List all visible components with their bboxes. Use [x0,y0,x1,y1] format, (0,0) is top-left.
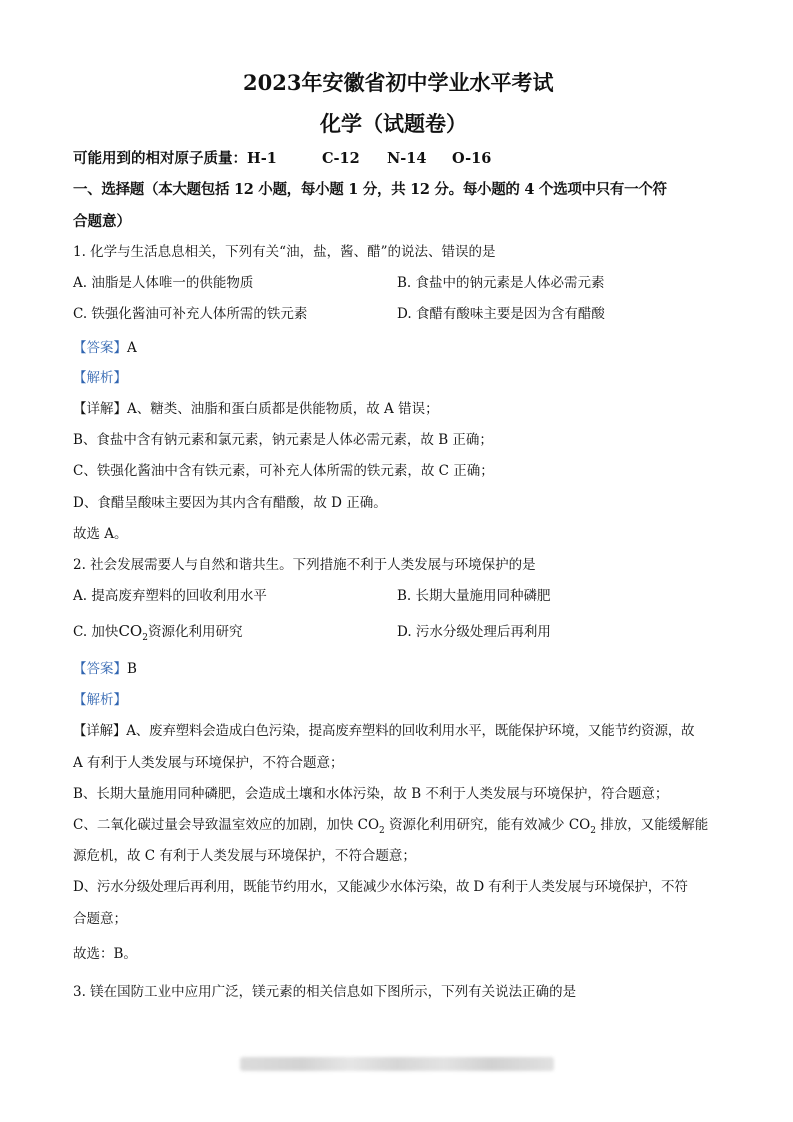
q1-detail-line: C、铁强化酱油中含有铁元素，可补充人体所需的铁元素，故 C 正确； [73,463,494,479]
q2-option-c-formula: CO [118,622,143,640]
q2-detail-line: A 有利于人类发展与环境保护，不符合题意； [73,755,344,771]
q1-detail-line: B、食盐中含有钠元素和氯元素，钠元素是人体必需元素，故 B 正确； [73,432,493,448]
q2-detail-text: 资源化利用研究，能有效减少 CO [384,817,591,833]
q2-answer-value: B [127,661,137,677]
q1-detail-line: 【详解】A、糖类、油脂和蛋白质都是供能物质，故 A 错误； [73,401,439,417]
atomic-mass-label: 可能用到的相对原子质量：H-1 [73,150,277,167]
q2-stem: 2. 社会发展需要人与自然和谐共生。下列措施不利于人类发展与环境保护的是 [73,557,536,573]
q1-option-c: C. 铁强化酱油可补充人体所需的铁元素 [73,306,308,322]
q2-option-a: A. 提高废弃塑料的回收利用水平 [73,588,267,604]
q2-answer [73,663,137,677]
atomic-mass-c: C-12 [322,150,360,167]
q2-option-b: B. 长期大量施用同种磷肥 [397,588,551,604]
q2-detail-line: D、污水分级处理后再利用，既能节约用水，又能减少水体污染，故 D 有利于人类发展与环境保护，不符 [73,879,688,895]
q2-detail-text: 排放，又能缓解能 [595,817,709,833]
q1-detail-line: D、食醋呈酸味主要因为其内含有醋酸，故 D 正确。 [73,495,387,511]
q2-option-c-subscript: 2 [142,633,148,643]
q2-detail-subscript: 2 [379,826,385,836]
q1-answer-tag: 【答案】 [73,340,127,356]
section-header-line2: 合题意） [73,213,131,230]
q2-conclusion: 故选：B。 [73,946,137,962]
q1-option-b: B. 食盐中的钠元素是人体必需元素 [397,275,605,291]
q1-stem: 1. 化学与生活息息相关，下列有关“油，盐，酱、醋”的说法、错误的是 [73,244,496,260]
q2-detail-line: 合题意； [73,911,127,927]
q1-analysis-tag: 【解析】 [73,370,127,386]
blurred-footer-watermark [240,1057,554,1071]
q2-detail-subscript: 2 [590,826,596,836]
q1-conclusion: 故选 A。 [73,526,128,542]
q2-analysis-tag: 【解析】 [73,692,127,708]
q2-answer-tag: 【答案】 [73,661,127,677]
q2-detail-line: B、长期大量施用同种磷肥，会造成土壤和水体污染，故 B 不利于人类发展与环境保护，符合题意； [73,786,669,802]
q1-option-a: A. 油脂是人体唯一的供能物质 [73,275,254,291]
q1-answer [73,342,137,356]
q2-detail-line: 【详解】A、废弃塑料会造成白色污染，提高废弃塑料的回收利用水平，既能保护环境，又能节约资源，故 [73,723,695,739]
q2-option-c-prefix: C. 加快 [73,624,119,640]
q2-option-c-suffix: 资源化利用研究 [147,624,243,640]
q1-answer-value: A [127,340,137,356]
page-title: 2023年安徽省初中学业水平考试 [243,70,554,95]
q2-option-c [73,622,243,643]
q2-detail-text: C、二氧化碳过量会导致温室效应的加剧，加快 CO [73,817,380,833]
q2-detail-line [73,817,709,836]
q1-option-d: D. 食醋有酸味主要是因为含有醋酸 [397,306,605,322]
q2-option-d: D. 污水分级处理后再利用 [397,624,551,640]
q2-detail-line: 源危机，故 C 有利于人类发展与环境保护，不符合题意； [73,848,416,864]
page-subtitle: 化学（试题卷） [320,111,467,136]
atomic-mass-n: N-14 [387,150,427,167]
section-header-line1: 一、选择题（本大题包括 12 小题，每小题 1 分，共 12 分。每小题的 4 个选项中只有一个符 [73,181,667,198]
q3-stem: 3. 镁在国防工业中应用广泛，镁元素的相关信息如下图所示，下列有关说法正确的是 [73,984,577,1000]
atomic-mass-o: O-16 [452,150,492,167]
